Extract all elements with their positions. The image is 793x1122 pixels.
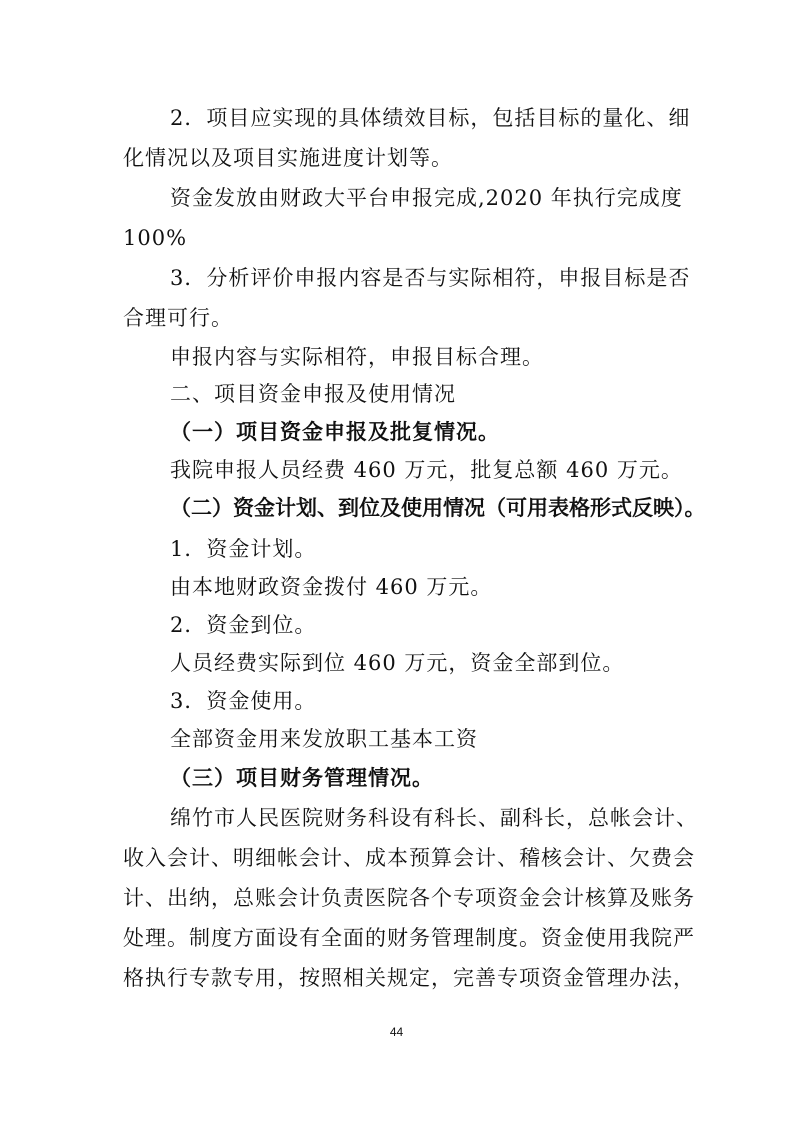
paragraph-line: 3．资金使用。 [170, 689, 317, 713]
paragraph-line: 收入会计、明细帐会计、成本预算会计、稽核会计、欠费会 [123, 846, 695, 870]
paragraph-line: 1．资金计划。 [170, 537, 317, 561]
paragraph-line: 2．项目应实现的具体绩效目标，包括目标的量化、细 [170, 106, 691, 130]
paragraph-line: 由本地财政资金拨付 460 万元。 [170, 575, 493, 599]
paragraph-line: 资金发放由财政大平台申报完成,2020 年执行完成度 [170, 186, 683, 210]
paragraph-line: 3．分析评价申报内容是否与实际相符，申报目标是否 [170, 266, 691, 290]
subsection-heading: （三）项目财务管理情况。 [170, 766, 434, 790]
paragraph-line: 我院申报人员经费 460 万元，批复总额 460 万元。 [170, 458, 683, 482]
subsection-heading: （二）资金计划、到位及使用情况（可用表格形式反映）。 [170, 496, 706, 520]
subsection-heading: （一）项目资金申报及批复情况。 [170, 420, 500, 444]
section-heading: 二、项目资金申报及使用情况 [170, 382, 456, 406]
paragraph-line: 绵竹市人民医院财务科设有科长、副科长，总帐会计、 [170, 806, 698, 830]
paragraph-line: 计、出纳，总账会计负责医院各个专项资金会计核算及账务 [123, 886, 695, 910]
page-number: 44 [389, 1025, 404, 1039]
paragraph-line: 处理。制度方面设有全面的财务管理制度。资金使用我院严 [123, 926, 695, 950]
paragraph-line: 2．资金到位。 [170, 613, 317, 637]
paragraph-line: 合理可行。 [123, 306, 233, 330]
paragraph-line: 格执行专款专用，按照相关规定，完善专项资金管理办法， [123, 966, 695, 990]
paragraph-line: 全部资金用来发放职工基本工资 [170, 727, 478, 751]
paragraph-line: 申报内容与实际相符，申报目标合理。 [170, 345, 544, 369]
paragraph-line: 人员经费实际到位 460 万元，资金全部到位。 [170, 651, 625, 675]
paragraph-line: 化情况以及项目实施进度计划等。 [123, 146, 453, 170]
paragraph-line: 100% [123, 226, 188, 250]
